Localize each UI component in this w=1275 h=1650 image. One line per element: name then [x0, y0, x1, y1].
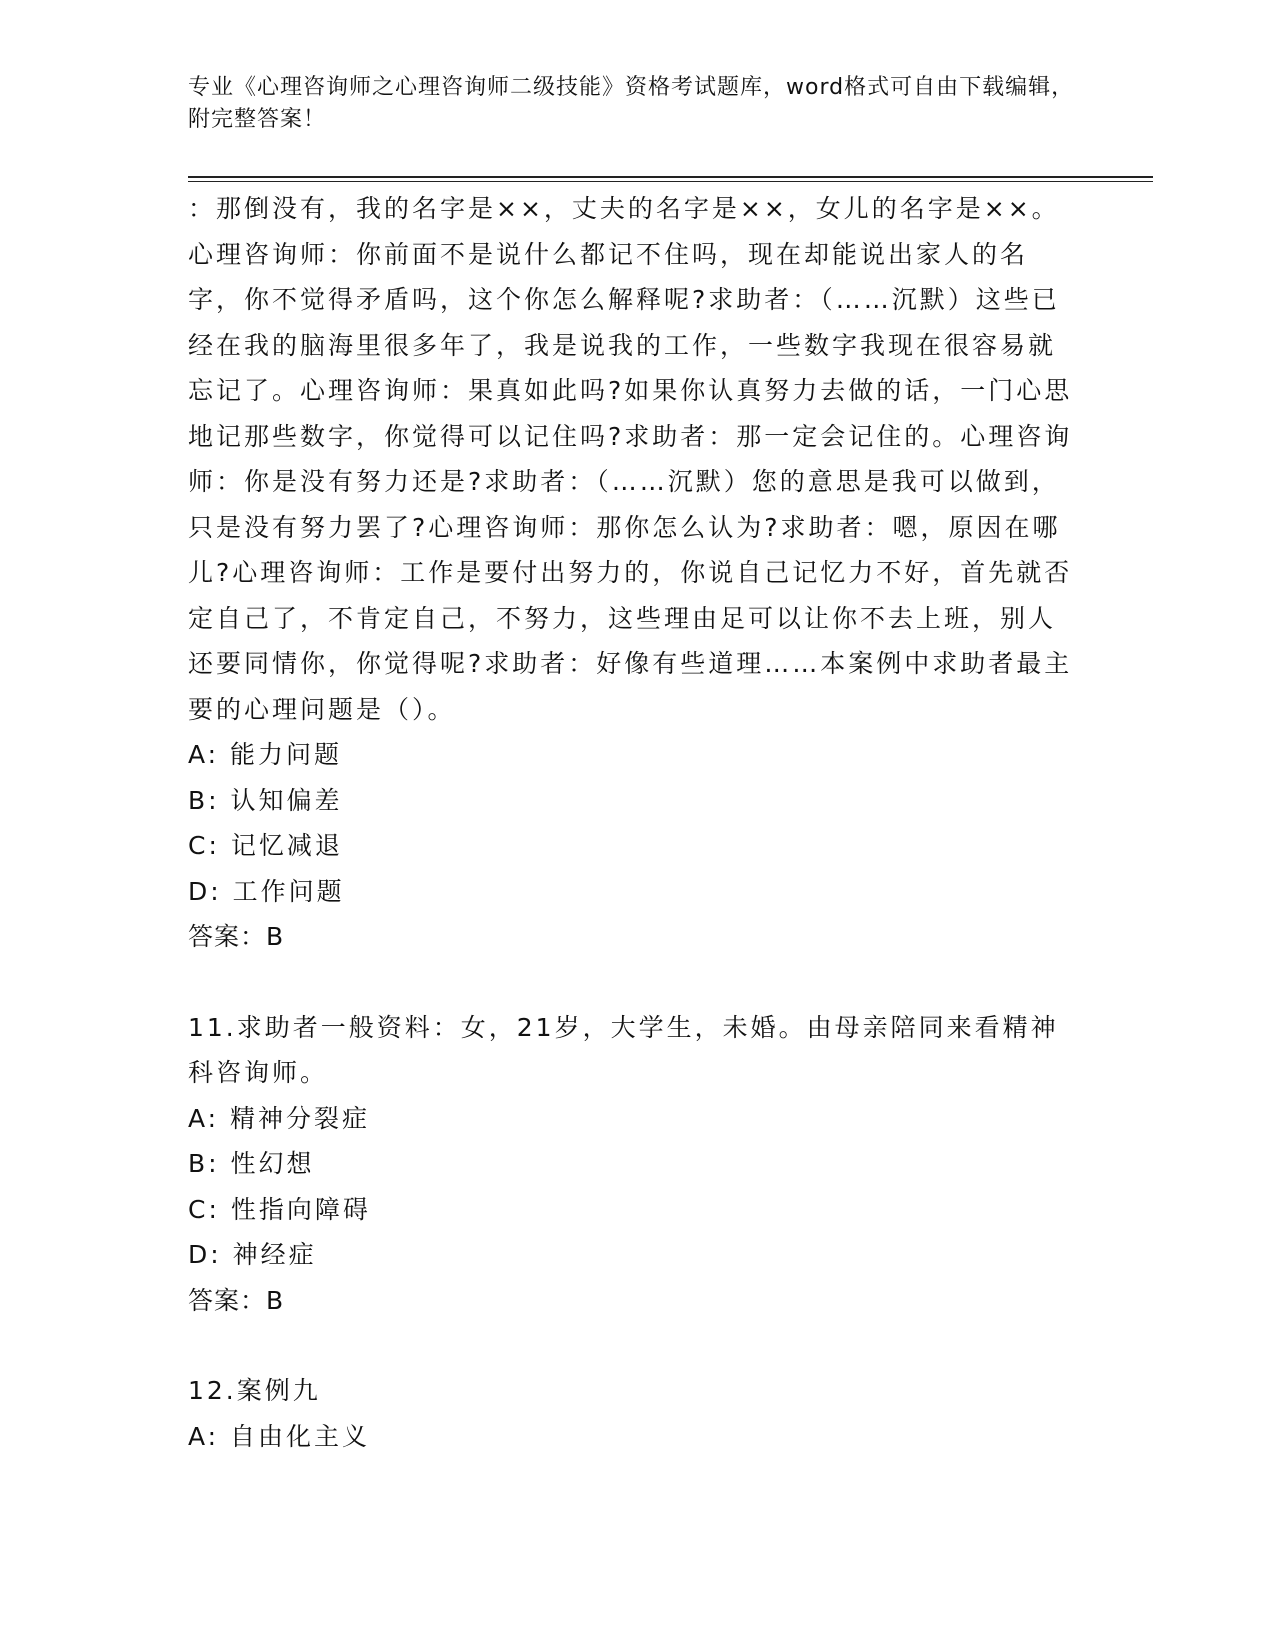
header-rule [188, 176, 1153, 178]
question-stem: ：那倒没有，我的名字是××，丈夫的名字是××，女儿的名字是××。心理咨询师：你前面不是说什么都记不住吗，现在却能说出家人的名字，你不觉得矛盾吗，这个你怎么解释呢?求助者：（……沉默）这些已经在我的脑海里很多年了，我是说我的工作，一些数字我现在很容易就忘记了。心理咨询师：果真如此吗?如果你认真努力去做的话，一门心思地记那些数字，你觉得可以记住吗?求助者：那一定会记住的。心理咨询师：你是没有努力还是?求助者：（……沉默）您的意思是我可以做到，只是没有努力罢了?心理咨询师：那你怎么认为?求助者：嗯，原因在哪儿?心理咨询师：工作是要付出努力的，你说自己记忆力不好，首先就否定自己了，不肯定自己，不努力，这些理由足可以让你不去上班，别人还要同情你，你觉得呢?求助者：好像有些道理……本案例中求助者最主要的心理问题是（）。 [188, 194, 1073, 724]
question-content [188, 186, 1078, 1459]
option-a: A: 精神分裂症 [188, 1103, 371, 1133]
document-header: 专业《心理咨询师之心理咨询师二级技能》资格考试题库，word格式可自由下载编辑，附完整答案！ [188, 75, 1075, 132]
spacer [188, 1323, 1078, 1368]
option-b: B: 性幻想 [188, 1149, 315, 1178]
option-c: C: 记忆减退 [188, 831, 343, 860]
option-c: C: 性指向障碍 [188, 1194, 371, 1224]
option-a: A: 自由化主义 [188, 1421, 371, 1451]
question-stem: 12.案例九 [188, 1376, 321, 1405]
spacer [188, 960, 1078, 1005]
option-d: D: 工作问题 [188, 876, 345, 906]
question-11 [188, 1005, 1078, 1324]
answer-line: 答案：B [188, 922, 285, 951]
option-b: B: 认知偏差 [188, 785, 343, 815]
question-stem: 11.求助者一般资料：女，21岁，大学生，未婚。由母亲陪同来看精神科咨询师。 [188, 1012, 1059, 1087]
answer-line: 答案：B [188, 1285, 285, 1315]
header-rule-thin [188, 181, 1153, 182]
option-a: A: 能力问题 [188, 740, 343, 769]
question-12 [188, 1368, 1078, 1459]
question-10 [188, 186, 1078, 960]
option-d: D: 神经症 [188, 1240, 317, 1269]
